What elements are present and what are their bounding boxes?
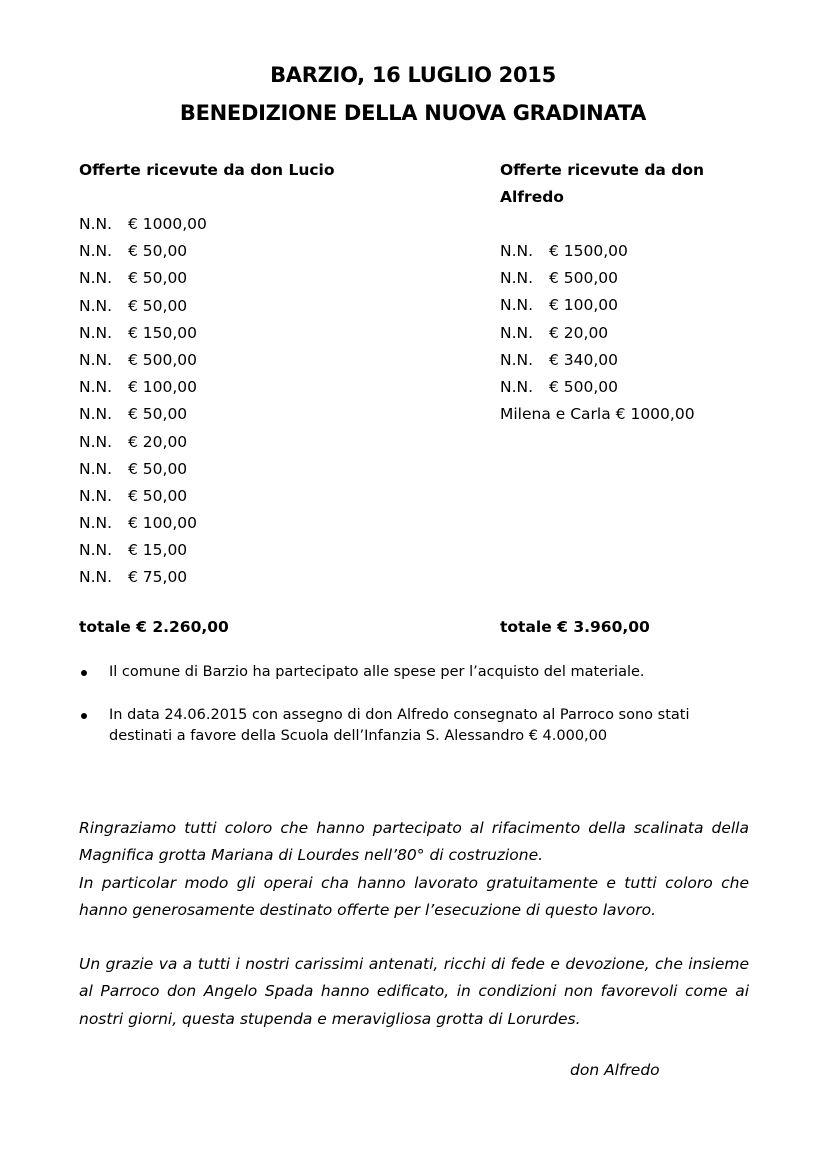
offer-donor: Milena e Carla xyxy=(500,405,611,424)
offers-don-alfredo xyxy=(500,157,740,428)
offer-row xyxy=(79,238,459,265)
offer-row xyxy=(79,564,459,591)
offer-donor: N.N. xyxy=(79,242,113,261)
offer-row xyxy=(79,374,459,401)
note-text: Il comune di Barzio ha partecipato alle spese per l’acquisto del materiale. xyxy=(109,664,645,680)
offer-row xyxy=(79,401,459,428)
offer-amount: € 50,00 xyxy=(128,405,188,424)
offer-donor: N.N. xyxy=(79,405,113,424)
offer-donor: N.N. xyxy=(79,432,113,451)
offer-donor: N.N. xyxy=(500,296,534,315)
offer-amount: € 340,00 xyxy=(549,350,619,369)
bullet-icon xyxy=(81,713,87,719)
offer-donor: N.N. xyxy=(79,269,113,288)
offer-row xyxy=(79,537,459,564)
offer-amount: € 15,00 xyxy=(128,541,188,560)
offer-amount: € 500,00 xyxy=(549,377,619,396)
offer-donor: N.N. xyxy=(79,514,113,533)
notes-list xyxy=(79,662,719,769)
offer-amount: € 50,00 xyxy=(128,296,188,315)
offer-donor: N.N. xyxy=(79,568,113,587)
offer-row xyxy=(79,483,459,510)
offers-don-lucio xyxy=(79,157,459,592)
offer-row xyxy=(79,510,459,537)
offer-row xyxy=(500,347,740,374)
offer-donor: N.N. xyxy=(79,323,113,342)
offer-amount: € 100,00 xyxy=(128,378,198,397)
offer-row xyxy=(79,456,459,483)
offer-row xyxy=(79,265,459,292)
note-item xyxy=(79,662,719,683)
offer-amount: € 50,00 xyxy=(128,269,188,288)
offer-row xyxy=(500,401,740,428)
offer-amount: € 500,00 xyxy=(128,350,198,369)
offers-right-list xyxy=(500,238,740,428)
offer-donor: N.N. xyxy=(79,486,113,505)
offer-amount: € 500,00 xyxy=(549,269,619,288)
signature: don Alfredo xyxy=(570,1061,660,1079)
offer-donor: N.N. xyxy=(79,459,113,478)
offer-donor: N.N. xyxy=(500,242,534,260)
offer-donor: N.N. xyxy=(500,377,534,396)
bullet-icon xyxy=(81,670,87,676)
offer-row xyxy=(500,265,740,292)
offer-amount: € 20,00 xyxy=(549,323,609,342)
offer-amount: € 50,00 xyxy=(128,242,188,261)
offer-row xyxy=(79,320,459,347)
offer-amount: € 50,00 xyxy=(128,486,188,505)
offer-donor: N.N. xyxy=(79,215,113,233)
offer-row xyxy=(79,429,459,456)
offers-left-heading: Offerte ricevute da don Lucio xyxy=(79,161,335,179)
offer-amount: € 1000,00 xyxy=(615,405,695,424)
offer-row xyxy=(500,320,740,347)
offer-donor: N.N. xyxy=(79,296,113,315)
offer-row xyxy=(79,293,459,320)
offers-left-list xyxy=(79,211,459,592)
total-right: totale € 3.960,00 xyxy=(500,618,650,636)
document-date-title: BARZIO, 16 LUGLIO 2015 xyxy=(270,63,556,87)
offer-donor: N.N. xyxy=(79,350,113,369)
offer-amount: € 150,00 xyxy=(128,323,198,342)
offer-amount: € 1500,00 xyxy=(549,242,628,260)
offer-row xyxy=(500,374,740,401)
offer-amount: € 50,00 xyxy=(128,459,188,478)
thanks-text-1b: In particolar modo gli operai cha hanno lavorato gratuitamente e tutti coloro che hanno generosamente destinato offerte per l’esecuzione di questo lavoro. xyxy=(79,873,749,920)
offer-amount: € 20,00 xyxy=(128,432,188,451)
offer-donor: N.N. xyxy=(79,541,113,560)
offer-donor: N.N. xyxy=(500,269,534,288)
offer-amount: € 1000,00 xyxy=(128,215,207,233)
offer-row xyxy=(79,211,459,238)
offer-donor: N.N. xyxy=(500,350,534,369)
offer-amount: € 100,00 xyxy=(549,296,619,315)
offer-amount: € 75,00 xyxy=(128,568,188,587)
thanks-paragraph-2: Un grazie va a tutti i nostri carissimi antenati, ricchi di fede e devozione, che insieme al Parroco don Angelo Spada hanno edificato, in condizioni non favorevoli come ai nostri giorni, questa stupenda e meravigliosa grotta di Lorurdes. xyxy=(79,955,749,1028)
offer-donor: N.N. xyxy=(500,323,534,342)
offer-donor: N.N. xyxy=(79,378,113,397)
document-main-title: BENEDIZIONE DELLA NUOVA GRADINATA xyxy=(179,101,647,125)
offer-row xyxy=(79,347,459,374)
offer-amount: € 100,00 xyxy=(128,514,198,533)
offer-row xyxy=(500,292,740,319)
offer-row xyxy=(500,238,740,265)
total-left: totale € 2.260,00 xyxy=(79,618,229,636)
note-item xyxy=(79,705,719,747)
thanks-paragraph-1 xyxy=(79,815,749,925)
offers-right-heading: Offerte ricevute da don Alfredo xyxy=(500,161,705,206)
note-text: In data 24.06.2015 con assegno di don Alfredo consegnato al Parroco sono stati destinati a favore della Scuola dell’Infanzia S. Alessandro € 4.000,00 xyxy=(109,707,690,744)
thanks-text-1: Ringraziamo tutti coloro che hanno partecipato al rifacimento della scalinata della Magnifica grotta Mariana di Lourdes nell’80° di costruzione. xyxy=(79,819,749,865)
